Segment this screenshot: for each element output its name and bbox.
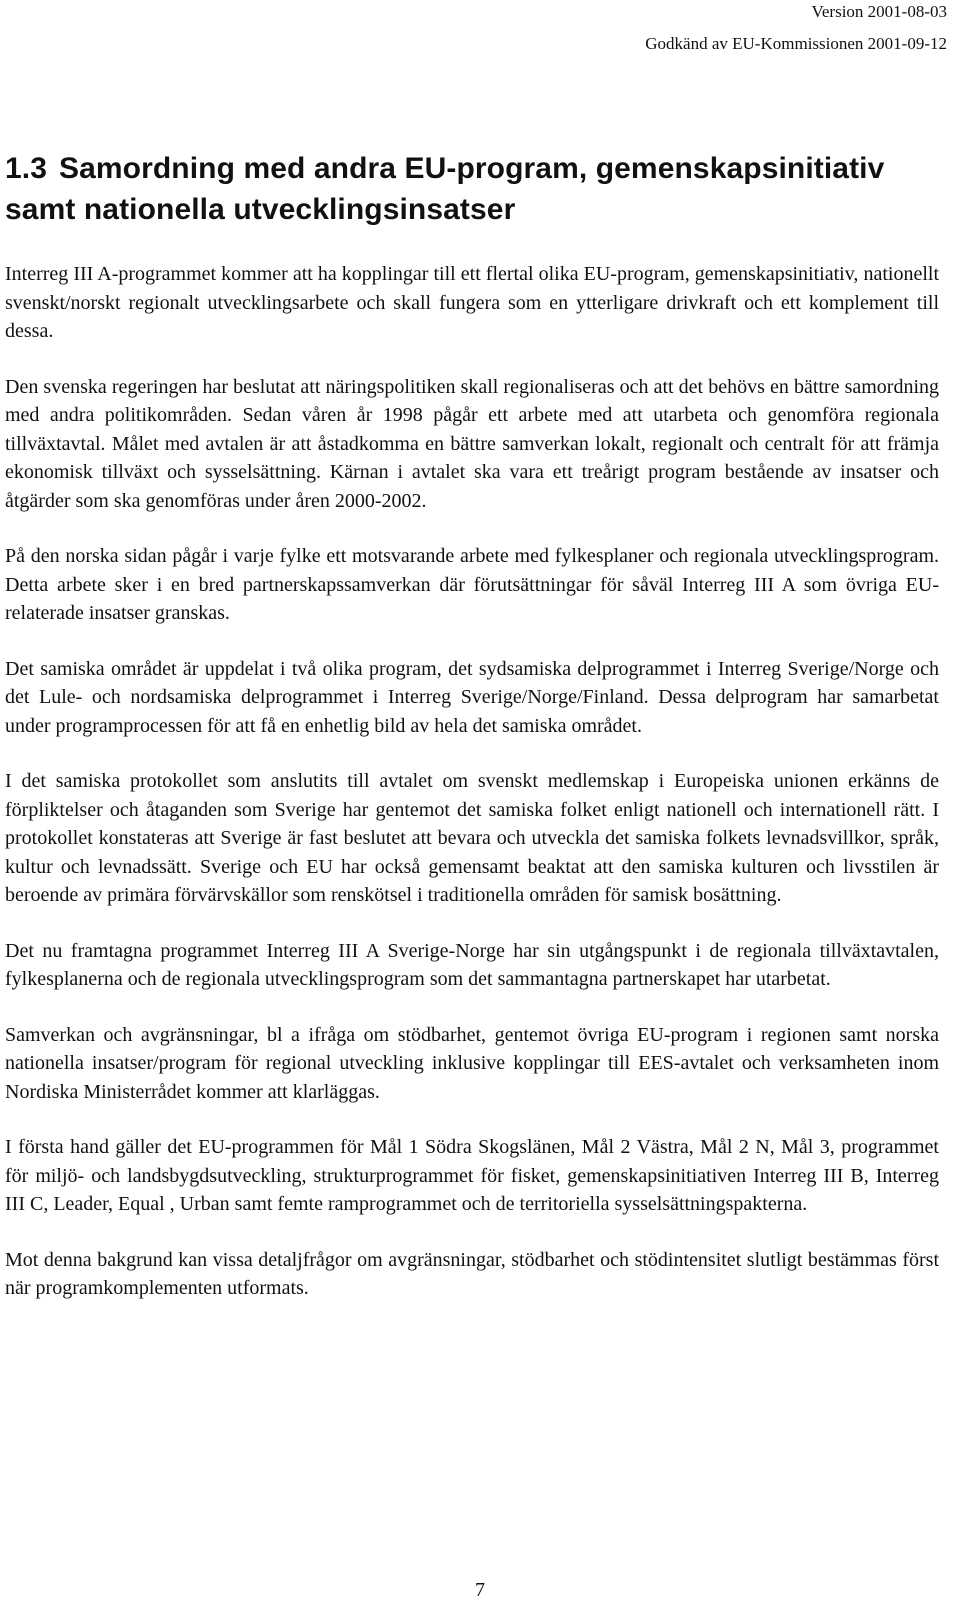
header-approval-date: Godkänd av EU-Kommissionen 2001-09-12 (645, 34, 947, 53)
header-version: Version 2001-08-03 (811, 2, 947, 21)
body-text (5, 260, 939, 1330)
paragraph-programme-basis: Det nu framtagna programmet Interreg III A Sverige-Norge har sin utgångspunkt i de regionala tillväxtavtalen, fylkesplanerna och de regionala utvecklingsprogram som det sammantagna partnerskapet har utarbetat. (5, 939, 939, 990)
paragraph-sami-protocol: I det samiska protokollet som anslutits till avtalet om svenskt medlemskap i Europeiska unionen erkänns de förpliktelser och åtaganden som Sverige har gentemot det samiska folket enligt nationell och internationell rätt. I protokollet konstateras att Sverige är fast beslutet att bevara och utveckla det samiska folkets levnadsvillkor, språk, kultur och levnadssätt. Sverige och EU har också gemensamt beaktat att den samiska kulturen och livsstilen är beroende av primära förvärvskällor som renskötsel i traditionella områden för samisk bosättning. (5, 770, 939, 906)
paragraph-delimitations: Samverkan och avgränsningar, bl a ifråga om stödbarhet, gentemot övriga EU-program i regionen samt norska nationella insatser/program för regional utveckling inklusive kopplingar till EES-avtalet och verksamheten inom Nordiska Ministerrådet kommer att klarläggas. (5, 1023, 939, 1103)
section-heading (5, 148, 942, 230)
section-title: Samordning med andra EU-program, gemenskapsinitiativ samt nationella utvecklingsinsatser (5, 152, 885, 226)
paragraph-swedish-government: Den svenska regeringen har beslutat att näringspolitiken skall regionaliseras och att det behövs en bättre samordning med andra politikområden. Sedan våren år 1998 pågår ett arbete med att utarbeta och genomföra regionala tillväxtavtal. Målet med avtalen är att åstadkomma en bättre samverkan lokalt, regionalt och centralt för att främja ekonomisk tillväxt och sysselsättning. Kärnan i avtalet ska vara ett treårigt program bestående av insatser och åtgärder som ska genomföras under åren 2000-2002. (5, 375, 939, 512)
paragraph-eu-programmes: I första hand gäller det EU-programmen för Mål 1 Södra Skogslänen, Mål 2 Västra, Mål 2 N, Mål 3, programmet för miljö- och landsbygdsutveckling, strukturprogrammet för fisket, gemenskapsinitiativen Interreg III B, Interreg III C, Leader, Equal , Urban samt femte ramprogrammet och de territoriella sysselsättningspakterna. (5, 1136, 939, 1215)
paragraph-coordination: Interreg III A-programmet kommer att ha kopplingar till ett flertal olika EU-program, gemenskapsinitiativ, nationellt svenskt/norskt regionalt utvecklingsarbete och skall fungera som en ytterligare drivkraft och ett komplement till dessa. (5, 263, 939, 342)
paragraph-conclusion: Mot denna bakgrund kan vissa detaljfrågor om avgränsningar, stödbarhet och stödintensitet slutligt bestämmas först när programkomplementen utformats. (5, 1248, 939, 1299)
paragraph-norwegian-side: På den norska sidan pågår i varje fylke ett motsvarande arbete med fylkesplaner och regionala utvecklingsprogram. Detta arbete sker i en bred partnerskapssamverkan där förutsättningar för såväl Interreg III A som övriga EU-relaterade insatser granskas. (5, 545, 939, 624)
page-number: 7 (475, 1579, 485, 1601)
paragraph-sami-area: Det samiska området är uppdelat i två olika program, det sydsamiska delprogrammet i Interreg Sverige/Norge och det Lule- och nordsamiska delprogrammet i Interreg Sverige/Norge/Finland. Dessa delprogram har samarbetat under programprocessen för att få en enhetlig bild av hela det samiska området. (5, 657, 939, 737)
section-number: 1.3 (5, 152, 48, 185)
